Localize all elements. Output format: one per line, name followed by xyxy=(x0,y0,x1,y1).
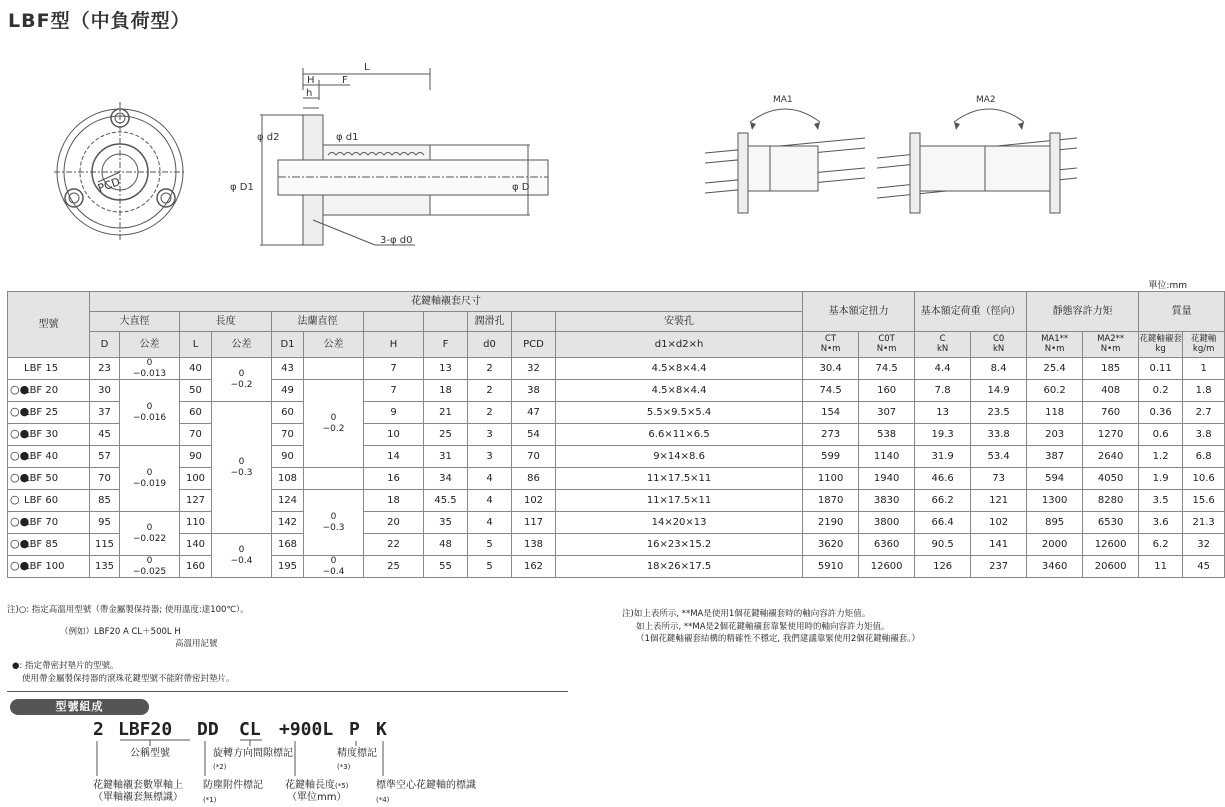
cell-H: 7 xyxy=(364,380,424,402)
cell-H: 18 xyxy=(364,490,424,512)
cell-D: 57 xyxy=(90,446,120,468)
cell-CT: 599 xyxy=(803,446,859,468)
header-L-tol: 公差 xyxy=(212,332,272,358)
cell-d0: 4 xyxy=(468,512,512,534)
cell-F: 18 xyxy=(424,380,468,402)
cell-mount: 16×23×15.2 xyxy=(556,534,803,556)
cell-mn: 6.2 xyxy=(1139,534,1183,556)
model-name: LBF 15 xyxy=(24,362,59,374)
cell-MA1: 387 xyxy=(1027,446,1083,468)
cell-PCD: 38 xyxy=(512,380,556,402)
cell-F: 31 xyxy=(424,446,468,468)
dim-D-label: φ D xyxy=(512,182,530,193)
cell-ms: 10.6 xyxy=(1183,468,1225,490)
header-mount-hole: 安裝孔 xyxy=(556,312,803,332)
cell-mount: 18×26×17.5 xyxy=(556,556,803,578)
cell-C: 66.2 xyxy=(915,490,971,512)
composition-heading: 型號組成 xyxy=(10,699,149,715)
header-H: H xyxy=(364,332,424,358)
dim-H-label: H xyxy=(307,75,315,86)
cell-L: 100 xyxy=(180,468,212,490)
cell-CT: 154 xyxy=(803,402,859,424)
header-mass-nut: 花鍵軸襯套 kg xyxy=(1139,332,1183,358)
header-C0T: C0T N•m xyxy=(859,332,915,358)
cell-D-tol: 0 −0.019 xyxy=(120,446,180,512)
cell-C0T: 3830 xyxy=(859,490,915,512)
model-mark: ○● xyxy=(10,383,30,397)
note-high-temp-mark: 高溫用記號 xyxy=(175,639,218,649)
label-shaft-length-unit: （單位mm） xyxy=(287,792,347,803)
cell-PCD: 70 xyxy=(512,446,556,468)
cell-C: 46.6 xyxy=(915,468,971,490)
cell-PCD: 102 xyxy=(512,490,556,512)
cell-mount: 14×20×13 xyxy=(556,512,803,534)
cell-C0: 121 xyxy=(971,490,1027,512)
label-accuracy: 精度標記 xyxy=(337,748,377,759)
code-solid: K xyxy=(376,719,387,740)
cell-mn: 1.9 xyxy=(1139,468,1183,490)
cell-MA1: 25.4 xyxy=(1027,358,1083,380)
cell-CT: 30.4 xyxy=(803,358,859,380)
model-mark: ○● xyxy=(10,471,30,485)
cell-D: 85 xyxy=(90,490,120,512)
header-flange-dia: 法蘭直徑 xyxy=(272,312,364,332)
cell-d0: 3 xyxy=(468,446,512,468)
cell-C0: 237 xyxy=(971,556,1027,578)
header-MA1: MA1** N•m xyxy=(1027,332,1083,358)
cell-ms: 1.8 xyxy=(1183,380,1225,402)
code-clearance: CL xyxy=(239,719,261,740)
cell-F: 25 xyxy=(424,424,468,446)
note-seal-detail: 使用帶金屬製保持器的滾珠花鍵型號不能附帶密封墊片。 xyxy=(22,674,235,684)
label-dust: 防塵附件標記 xyxy=(203,780,263,791)
cell-D1: 60 xyxy=(272,402,304,424)
cell-CT: 5910 xyxy=(803,556,859,578)
dim-h-label: h xyxy=(306,88,313,99)
note-ma-single: 注)如上表所示, **MA是使用1個花鍵軸襯套時的軸向容許力矩值。 xyxy=(622,609,871,619)
model-mark: ○● xyxy=(10,405,30,419)
cell-MA1: 203 xyxy=(1027,424,1083,446)
cell-MA2: 185 xyxy=(1083,358,1139,380)
cell-F: 35 xyxy=(424,512,468,534)
cell-C: 66.4 xyxy=(915,512,971,534)
cell-H: 9 xyxy=(364,402,424,424)
cell-D-tol: 0 −0.016 xyxy=(120,380,180,446)
cell-CT: 3620 xyxy=(803,534,859,556)
cell-D1: 43 xyxy=(272,358,304,380)
cell-F: 55 xyxy=(424,556,468,578)
label-clearance: 旋轉方向間隙標記 xyxy=(213,748,293,759)
cell-PCD: 117 xyxy=(512,512,556,534)
model-mark: ○● xyxy=(10,559,30,573)
cell-MA1: 594 xyxy=(1027,468,1083,490)
cell-L: 60 xyxy=(180,402,212,424)
cell-L: 110 xyxy=(180,512,212,534)
cell-CT: 273 xyxy=(803,424,859,446)
cell-ms: 1 xyxy=(1183,358,1225,380)
cell-PCD: 138 xyxy=(512,534,556,556)
label-shaft-length: 花鍵軸長度(*5) xyxy=(285,780,349,791)
cell-C: 31.9 xyxy=(915,446,971,468)
cell-MA1: 1300 xyxy=(1027,490,1083,512)
cell-L: 127 xyxy=(180,490,212,512)
label-accuracy-ref: (*3) xyxy=(337,763,351,771)
ma1-label: MA1 xyxy=(773,95,793,105)
header-F: F xyxy=(424,332,468,358)
cell-D: 30 xyxy=(90,380,120,402)
cell-D: 70 xyxy=(90,468,120,490)
cell-MA2: 6530 xyxy=(1083,512,1139,534)
header-D-tol: 公差 xyxy=(120,332,180,358)
cell-C0: 73 xyxy=(971,468,1027,490)
cell-L: 160 xyxy=(180,556,212,578)
cell-mn: 0.2 xyxy=(1139,380,1183,402)
cell-mn: 3.6 xyxy=(1139,512,1183,534)
cell-D: 45 xyxy=(90,424,120,446)
cell-D1: 142 xyxy=(272,512,304,534)
unit-label: 單位:mm xyxy=(1148,281,1187,291)
page-title: LBF型（中負荷型） xyxy=(8,10,191,32)
cell-C0T: 1140 xyxy=(859,446,915,468)
header-PCD: PCD xyxy=(512,332,556,358)
cell-C0: 23.5 xyxy=(971,402,1027,424)
cell-CT: 1100 xyxy=(803,468,859,490)
cell-mount: 11×17.5×11 xyxy=(556,490,803,512)
cell-C0: 141 xyxy=(971,534,1027,556)
note-seal: ●: 指定帶密封墊片的型號。 xyxy=(12,661,119,671)
cell-mount: 4.5×8×4.4 xyxy=(556,380,803,402)
note-example: （例如）LBF20 A CL＋500L H xyxy=(60,627,181,637)
header-outer-dia: 大直徑 xyxy=(90,312,180,332)
header-D: D xyxy=(90,332,120,358)
cell-MA1: 60.2 xyxy=(1027,380,1083,402)
model-mark: ○● xyxy=(10,449,30,463)
cell-C: 7.8 xyxy=(915,380,971,402)
code-count: 2 xyxy=(93,719,104,740)
cell-L-tol: 0 −0.2 xyxy=(212,358,272,402)
header-D1: D1 xyxy=(272,332,304,358)
cell-C: 90.5 xyxy=(915,534,971,556)
cell-mn: 0.36 xyxy=(1139,402,1183,424)
cell-CT: 1870 xyxy=(803,490,859,512)
header-C0: C0 kN xyxy=(971,332,1027,358)
cell-F: 48 xyxy=(424,534,468,556)
cell-ms: 45 xyxy=(1183,556,1225,578)
cell-PCD: 162 xyxy=(512,556,556,578)
header-C: C kN xyxy=(915,332,971,358)
cell-C0: 102 xyxy=(971,512,1027,534)
header-torque: 基本額定扭力 xyxy=(803,292,915,332)
cell-C0: 53.4 xyxy=(971,446,1027,468)
cell-CT: 2190 xyxy=(803,512,859,534)
code-dust: DD xyxy=(197,719,219,740)
header-mass-shaft: 花鍵軸 kg/m xyxy=(1183,332,1225,358)
cell-H: 10 xyxy=(364,424,424,446)
cell-C0T: 1940 xyxy=(859,468,915,490)
cell-H: 7 xyxy=(364,358,424,380)
cell-mn: 11 xyxy=(1139,556,1183,578)
header-length: 長度 xyxy=(180,312,272,332)
cell-L: 140 xyxy=(180,534,212,556)
header-D1-tol: 公差 xyxy=(304,332,364,358)
note-high-temp: 注)○: 指定高溫用型號（帶金屬製保持器; 使用溫度:達100℃）。 xyxy=(7,605,249,615)
cell-MA1: 3460 xyxy=(1027,556,1083,578)
header-CT: CT N•m xyxy=(803,332,859,358)
cell-C: 4.4 xyxy=(915,358,971,380)
note-recommend: （1個花鍵軸襯套結構的精確性不穩定, 我們建議靠緊使用2個花鍵軸襯套。） xyxy=(636,634,920,644)
cell-MA2: 12600 xyxy=(1083,534,1139,556)
cell-L: 50 xyxy=(180,380,212,402)
cell-ms: 15.6 xyxy=(1183,490,1225,512)
cell-d0: 5 xyxy=(468,556,512,578)
dim-L-label: L xyxy=(364,62,370,73)
cell-D1: 168 xyxy=(272,534,304,556)
label-shaft-length-ref: (*5) xyxy=(335,782,349,790)
cell-D1: 195 xyxy=(272,556,304,578)
model-name: LBF 50 xyxy=(24,473,59,485)
model-name: LBF 30 xyxy=(24,429,59,441)
label-clearance-ref: (*2) xyxy=(213,763,227,771)
cell-D: 115 xyxy=(90,534,120,556)
label-model-no: 公稱型號 xyxy=(130,748,170,759)
holes-label: 3-φ d0 xyxy=(380,235,413,246)
cell-C0: 14.9 xyxy=(971,380,1027,402)
model-mark: ○ xyxy=(10,493,20,507)
cell-C: 126 xyxy=(915,556,971,578)
cell-D: 37 xyxy=(90,402,120,424)
cell-mn: 3.5 xyxy=(1139,490,1183,512)
cell-mount: 11×17.5×11 xyxy=(556,468,803,490)
model-mark: ○● xyxy=(10,537,30,551)
cell-C: 13 xyxy=(915,402,971,424)
model-name: LBF 85 xyxy=(24,539,59,551)
cell-L-tol: 0 −0.4 xyxy=(212,534,272,578)
cell-MA1: 2000 xyxy=(1027,534,1083,556)
cell-d0: 2 xyxy=(468,380,512,402)
cell-D: 135 xyxy=(90,556,120,578)
header-MA2: MA2** N•m xyxy=(1083,332,1139,358)
code-model: LBF20 xyxy=(118,719,173,740)
model-mark: ○● xyxy=(10,427,30,441)
cell-F: 21 xyxy=(424,402,468,424)
note-ma-double: 如上表所示, **MA是2個花鍵軸襯套靠緊使用時的軸向容許力矩值。 xyxy=(636,622,890,632)
cell-D1: 90 xyxy=(272,446,304,468)
cell-d0: 4 xyxy=(468,490,512,512)
cell-H: 25 xyxy=(364,556,424,578)
cell-d0: 3 xyxy=(468,424,512,446)
model-name: LBF 40 xyxy=(24,451,59,463)
header-L: L xyxy=(180,332,212,358)
model-name: LBF 25 xyxy=(24,407,59,419)
label-solid-shaft: 標準空心花鍵軸的標識 xyxy=(376,780,476,791)
cell-MA2: 2640 xyxy=(1083,446,1139,468)
ma2-label: MA2 xyxy=(976,95,996,105)
cell-mount: 4.5×8×4.4 xyxy=(556,358,803,380)
cell-MA2: 20600 xyxy=(1083,556,1139,578)
cell-MA2: 408 xyxy=(1083,380,1139,402)
model-name: LBF 100 xyxy=(24,561,65,573)
cell-mn: 1.2 xyxy=(1139,446,1183,468)
cell-mn: 0.11 xyxy=(1139,358,1183,380)
header-mount: d1×d2×h xyxy=(556,332,803,358)
cell-C0T: 3800 xyxy=(859,512,915,534)
cell-ms: 32 xyxy=(1183,534,1225,556)
cell-mount: 9×14×8.6 xyxy=(556,446,803,468)
cell-D1: 49 xyxy=(272,380,304,402)
cell-d0: 2 xyxy=(468,402,512,424)
label-solid-shaft-ref: (*4) xyxy=(376,796,390,804)
code-accuracy: P xyxy=(349,719,360,740)
cell-MA1: 118 xyxy=(1027,402,1083,424)
dim-D1-label: φ D1 xyxy=(230,182,254,193)
label-nut-count: 花鍵軸襯套數單軸上 xyxy=(93,780,183,791)
cell-H: 22 xyxy=(364,534,424,556)
cell-mount: 5.5×9.5×5.4 xyxy=(556,402,803,424)
label-nut-count-note: （單軸襯套無標識） xyxy=(93,792,183,803)
cell-C0: 8.4 xyxy=(971,358,1027,380)
code-length: +900L xyxy=(279,719,334,740)
cell-MA2: 4050 xyxy=(1083,468,1139,490)
cell-C0T: 6360 xyxy=(859,534,915,556)
dim-F-label: F xyxy=(342,75,348,86)
header-d0: d0 xyxy=(468,332,512,358)
header-moment: 靜態容許力矩 xyxy=(1027,292,1139,332)
cell-C: 19.3 xyxy=(915,424,971,446)
cell-ms: 6.8 xyxy=(1183,446,1225,468)
label-dust-ref: (*1) xyxy=(203,796,217,804)
cell-C0T: 12600 xyxy=(859,556,915,578)
header-mass: 質量 xyxy=(1139,292,1225,332)
cell-C0T: 160 xyxy=(859,380,915,402)
cell-F: 34 xyxy=(424,468,468,490)
cell-D1-tol: 0 −0.4 xyxy=(304,556,364,578)
cell-d0: 4 xyxy=(468,468,512,490)
cell-D1-tol: 0 −0.3 xyxy=(304,490,364,556)
cell-C0T: 74.5 xyxy=(859,358,915,380)
pcd-label: PCD xyxy=(96,175,122,196)
cell-PCD: 32 xyxy=(512,358,556,380)
cell-D-tol: 0 −0.013 xyxy=(120,358,180,380)
cell-D1: 124 xyxy=(272,490,304,512)
header-lube-hole: 潤滑孔 xyxy=(468,312,512,332)
cell-MA2: 1270 xyxy=(1083,424,1139,446)
model-name: LBF 70 xyxy=(24,517,59,529)
header-model: 型號 xyxy=(8,292,90,358)
cell-C0T: 307 xyxy=(859,402,915,424)
cell-ms: 3.8 xyxy=(1183,424,1225,446)
model-name: LBF 20 xyxy=(24,385,59,397)
cell-L: 70 xyxy=(180,424,212,446)
cell-mount: 6.6×11×6.5 xyxy=(556,424,803,446)
cell-PCD: 54 xyxy=(512,424,556,446)
cell-D1: 70 xyxy=(272,424,304,446)
cell-MA1: 895 xyxy=(1027,512,1083,534)
cell-L-tol: 0 −0.3 xyxy=(212,402,272,534)
header-nut-dims: 花鍵軸襯套尺寸 xyxy=(90,292,803,312)
cell-PCD: 86 xyxy=(512,468,556,490)
cell-C0T: 538 xyxy=(859,424,915,446)
cell-D: 23 xyxy=(90,358,120,380)
dim-d2-label: φ d2 xyxy=(257,132,280,143)
cell-mn: 0.6 xyxy=(1139,424,1183,446)
cell-ms: 2.7 xyxy=(1183,402,1225,424)
cell-H: 20 xyxy=(364,512,424,534)
cell-D-tol: 0 −0.025 xyxy=(120,556,180,578)
model-mark: ○● xyxy=(10,515,30,529)
cell-d0: 2 xyxy=(468,358,512,380)
dim-d1-label: φ d1 xyxy=(336,132,359,143)
cell-F: 45.5 xyxy=(424,490,468,512)
cell-D-tol: 0 −0.022 xyxy=(120,512,180,556)
cell-MA2: 760 xyxy=(1083,402,1139,424)
cell-MA2: 8280 xyxy=(1083,490,1139,512)
cell-ms: 21.3 xyxy=(1183,512,1225,534)
cell-L: 90 xyxy=(180,446,212,468)
cell-L: 40 xyxy=(180,358,212,380)
cell-d0: 5 xyxy=(468,534,512,556)
cell-D: 95 xyxy=(90,512,120,534)
cell-D1-tol: 0 −0.2 xyxy=(304,380,364,468)
cell-H: 14 xyxy=(364,446,424,468)
cell-C0: 33.8 xyxy=(971,424,1027,446)
cell-F: 13 xyxy=(424,358,468,380)
cell-H: 16 xyxy=(364,468,424,490)
model-name: LBF 60 xyxy=(24,495,59,507)
cell-PCD: 47 xyxy=(512,402,556,424)
header-load: 基本額定荷重（徑向） xyxy=(915,292,1027,332)
cell-CT: 74.5 xyxy=(803,380,859,402)
cell-D1: 108 xyxy=(272,468,304,490)
